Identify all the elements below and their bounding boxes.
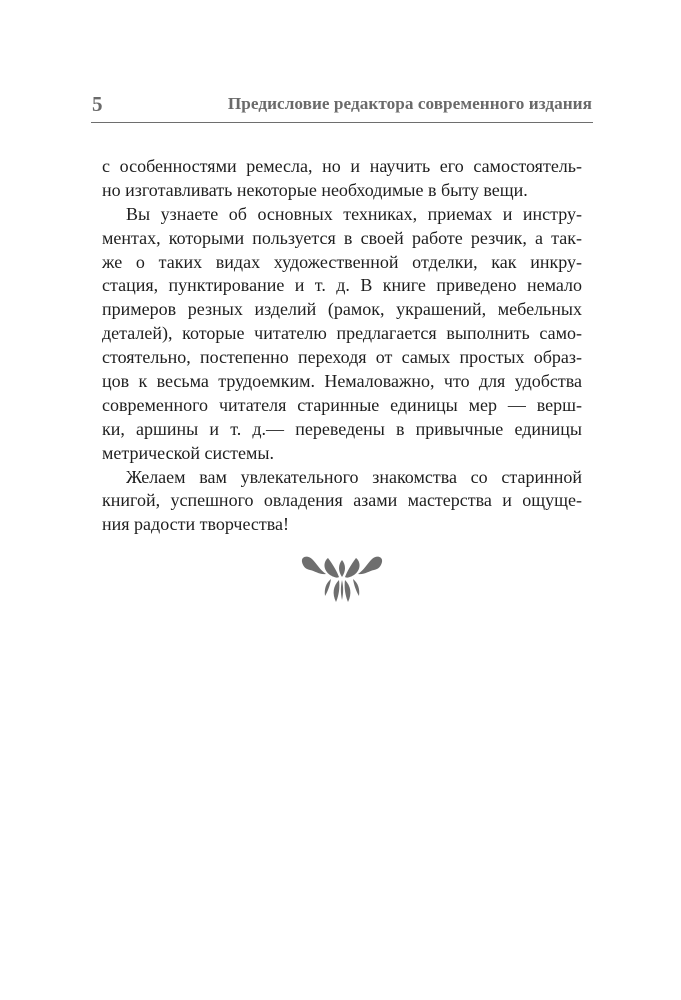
running-head-title: Предисловие редактора современного издания (227, 94, 592, 113)
body-text (102, 155, 582, 537)
text-line: же о таких видах художественной отделки, как инкру- (102, 251, 582, 272)
text-line: метрической системы. (102, 442, 274, 463)
text-line: стоятельно, постепенно переходя от самых простых образ- (102, 347, 582, 368)
text-line: книгой, успешного овладения азами мастерства и ощуще- (102, 490, 582, 511)
text-line: цов к весьма трудоемким. Немаловажно, что для удобства (102, 371, 582, 392)
text-line: с особенностями ремесла, но и научить его самостоятель- (102, 156, 582, 176)
text-line: деталей), которые читателю предлагается выполнить само- (102, 323, 582, 344)
page-number: 5 (92, 92, 103, 116)
text-line: примеров резных изделий (рамок, украшений, мебельных (102, 299, 582, 320)
text-line: стация, пунктирование и т. д. В книге приведено немало (102, 275, 582, 296)
text-line: ния радости творчества! (102, 514, 290, 535)
running-head (91, 92, 593, 123)
floral-ornament-icon (298, 556, 386, 606)
text-line: современного читателя старинные единицы мер — верш- (102, 394, 582, 415)
text-line: ки, аршины и т. д.— переведены в привычные единицы (102, 418, 582, 439)
text-line: Вы узнаете об основных техниках, приемах и инстру- (126, 203, 582, 224)
text-line: но изготавливать некоторые необходимые в быту вещи. (102, 179, 528, 200)
text-line: Желаем вам увлекательного знакомства со старинной (126, 466, 582, 487)
text-line: ментах, которыми пользуется в своей работе резчик, а так- (102, 227, 582, 248)
